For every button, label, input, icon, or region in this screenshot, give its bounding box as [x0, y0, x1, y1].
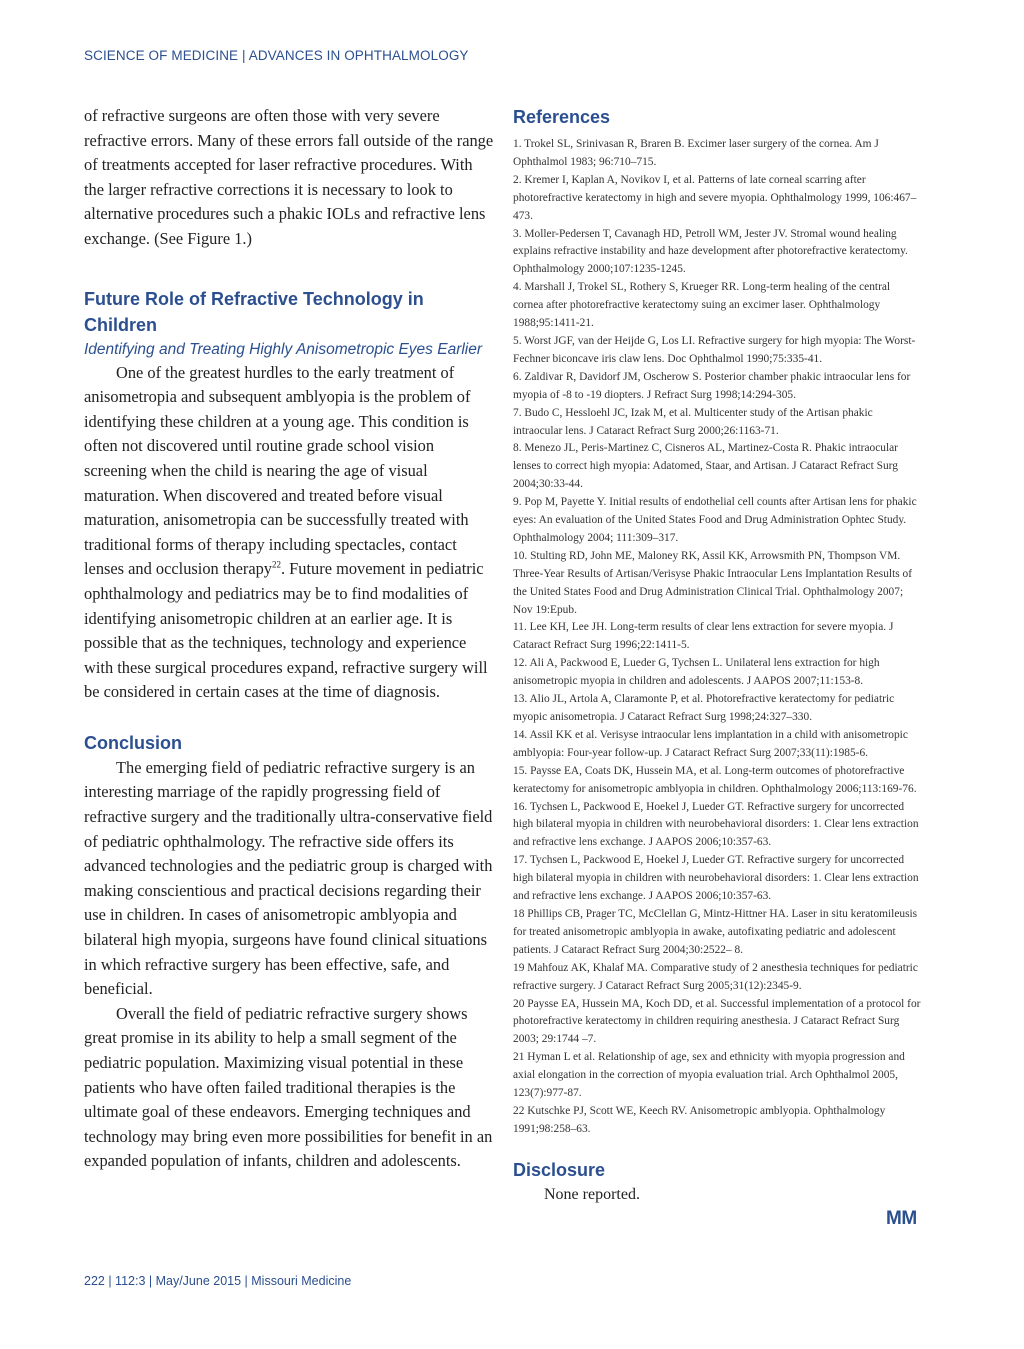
reference-item: 18 Phillips CB, Prager TC, McClellan G, Mintz-Hittner HA. Laser in situ keratomileusis for treated anisometropic amblyopia in awake, autofixating pediatric and adolescent patients. J Cataract Refract Surg 2004;30:2522– 8.: [513, 907, 918, 956]
reference-item: 5. Worst JGF, van der Heijde G, Los LI. Refractive surgery for high myopia: The Worst-Fechner biconcave iris claw lens. Doc Ophthalmol 1990;75:335-41.: [513, 334, 916, 365]
left-column: [84, 104, 496, 1174]
disclosure-heading: Disclosure: [513, 1159, 606, 1180]
conclusion-paragraph-1: The emerging field of pediatric refractive surgery is an interesting marriage of the rapidly progressing field of refractive surgery and the traditionally ultra-conservative field of pediatric ophthalmology. The refractive side offers its advanced technologies and the pediatric group is charged with making conscientious and practical decisions regarding their use in children. In cases of anisometropic amblyopia and bilateral high myopia, surgeons have found clinical situations in which refractive surgery has been effective, safe, and beneficial.: [84, 757, 493, 999]
reference-item: 14. Assil KK et al. Verisyse intraocular lens implantation in a child with anisometropic amblyopia: Four-year follow-up. J Cataract Refract Surg 2007;33(11):1985-6.: [513, 728, 908, 759]
reference-item: 21 Hyman L et al. Relationship of age, sex and ethnicity with myopia progression and axial elongation in the correction of myopia evaluation trial. Arch Ophthalmol 2005, 123(7):977-87.: [513, 1051, 905, 1100]
conclusion-paragraph-2: Overall the field of pediatric refractive surgery shows great promise in its ability to help a small segment of the pediatric population. Maximizing visual potential in these patients who have often failed traditional therapies is the ultimate goal of these endeavors. Emerging techniques and technology may bring even more possibilities for benefit in an expanded population of infants, children and adolescents.: [84, 1003, 493, 1171]
reference-item: 9. Pop M, Payette Y. Initial results of endothelial cell counts after Artisan lens for phakic eyes: An evaluation of the United States Food and Drug Administration Ophtec Study. Ophthalmology 2004; 111:309–317.: [513, 496, 917, 544]
citation-superscript: 22: [271, 559, 281, 570]
future-role-text-part1: One of the greatest hurdles to the early treatment of anisometropia and subsequent amblyopia is the problem of identifying these children at a young age. This condition is often not discovered until routine grade school vision screening when the child is nearing the age of visual maturation. When discovered and treated before visual maturation, anisometropia can be successfully treated with traditional forms of therapy including spectacles, contact lenses and occlusion therapy: [84, 362, 471, 579]
reference-item: 8. Menezo JL, Peris-Martinez C, Cisneros AL, Martinez-Costa R. Phakic intraocular lenses to correct high myopia: Adatomed, Staar, and Artisan. J Cataract Refract Surg 2004;30:33-44.: [513, 442, 898, 491]
reference-item: 6. Zaldivar R, Davidorf JM, Oscherow S. Posterior chamber phakic intraocular lens for myopia of -8 to -19 diopters. J Refract Surg 1998;14:294-305.: [513, 370, 911, 401]
right-column: [513, 104, 923, 1207]
reference-list: [513, 136, 923, 1139]
disclosure-text: None reported.: [544, 1185, 640, 1203]
intro-paragraph: of refractive surgeons are often those with very severe refractive errors. Many of these errors fall outside of the range of treatments accepted for laser refractive procedures. With the larger refractive corrections it is necessary to look to alternative procedures such a phakic IOLs and refractive lens exchange. (See Figure 1.): [84, 106, 494, 248]
reference-item: 20 Paysse EA, Hussein MA, Koch DD, et al. Successful implementation of a protocol for photorefractive keratectomy in children requiring anesthesia. J Cataract Refract Surg 2003; 29:1744 –7.: [513, 997, 921, 1046]
conclusion-heading: Conclusion: [84, 732, 182, 753]
reference-item: 15. Paysse EA, Coats DK, Hussein MA, et al. Long-term outcomes of photorefractive keratectomy for anisometropic amblyopia in children. Ophthalmology 2006;113:169-76.: [513, 764, 917, 795]
references-heading: References: [513, 107, 611, 127]
reference-item: 2. Kremer I, Kaplan A, Novikov I, et al. Patterns of late corneal scarring after photorefractive keratectomy in high and severe myopia. Ophthalmology 1999, 106:467–473.: [513, 173, 917, 222]
missouri-medicine-logo: MM: [886, 1208, 917, 1229]
reference-item: 19 Mahfouz AK, Khalaf MA. Comparative study of 2 anesthesia techniques for pediatric refractive surgery. J Cataract Refract Surg 2005;31(12):2345-9.: [513, 961, 918, 992]
reference-item: 11. Lee KH, Lee JH. Long-term results of clear lens extraction for severe myopia. J Cataract Refract Surg 1996;22:1411-5.: [513, 621, 894, 652]
future-role-paragraph: [84, 361, 496, 705]
reference-item: 1. Trokel SL, Srinivasan R, Braren B. Excimer laser surgery of the cornea. Am J Ophthalmol 1983; 96:710–715.: [513, 138, 879, 168]
reference-item: 12. Ali A, Packwood E, Lueder G, Tychsen L. Unilateral lens extraction for high anisometropic myopia in children and adolescents. J AAPOS 2007;11:153-8.: [513, 657, 880, 688]
page-footer: 222 | 112:3 | May/June 2015 | Missouri Medicine: [84, 1274, 352, 1288]
running-header: SCIENCE OF MEDICINE | ADVANCES IN OPHTHALMOLOGY: [84, 48, 469, 63]
reference-item: 10. Stulting RD, John ME, Maloney RK, Assil KK, Arrowsmith PN, Thompson VM. Three-Year Results of Artisan/Verisyse Phakic Intraocular Lens Implantation Results of the United States Food and Drug Administration Clinical Trial. Ophthalmology 2007; Nov 19:Epub.: [513, 549, 913, 616]
reference-item: 4. Marshall J, Trokel SL, Rothery S, Krueger RR. Long-term healing of the central cornea after photorefractive keratectomy suing an excimer laser. Ophthalmology 1988;95:1411-21.: [513, 281, 891, 330]
reference-item: 17. Tychsen L, Packwood E, Hoekel J, Lueder GT. Refractive surgery for uncorrected high bilateral myopia in children with neurobehavioral disorders: 1. Clear lens extraction and refractive lens exchange. J AAPOS 2006;10:357-63.: [513, 854, 919, 903]
reference-item: 7. Budo C, Hessloehl JC, Izak M, et al. Multicenter study of the Artisan phakic intraocular lens. J Cataract Refract Surg 2000;26:1163-71.: [513, 406, 873, 437]
future-role-heading: Future Role of Refractive Technology in Children: [84, 288, 424, 335]
reference-item: 13. Alio JL, Artola A, Claramonte P, et al. Photorefractive keratectomy for pediatric myopic anisometropia. J Cataract Refract Surg 1998;24:327–330.: [513, 693, 895, 723]
reference-item: 3. Moller-Pedersen T, Cavanagh HD, Petroll WM, Jester JV. Stromal wound healing explains refractive instability and haze development after photorefractive keratectomy. Ophthalmology 2000;107:1235-1245.: [513, 227, 908, 276]
future-role-subheading: Identifying and Treating Highly Anisometropic Eyes Earlier: [84, 340, 483, 358]
future-role-text-part2: . Future movement in pediatric ophthalmology and pediatrics may be to find modalities of identifying anisometropic children at an earlier age. It is possible that as the techniques, technology and experience with these surgical procedures expand, refractive surgery will be considered in certain cases at the time of diagnosis.: [84, 559, 488, 702]
reference-item: 16. Tychsen L, Packwood E, Hoekel J, Lueder GT. Refractive surgery for uncorrected high bilateral myopia in children with neurobehavioral disorders: 1. Clear lens extraction and refractive lens exchange. J AAPOS 2006;10:357-63.: [513, 800, 919, 849]
reference-item: 22 Kutschke PJ, Scott WE, Keech RV. Anisometropic amblyopia. Ophthalmology 1991;98:258–63.: [513, 1104, 886, 1135]
